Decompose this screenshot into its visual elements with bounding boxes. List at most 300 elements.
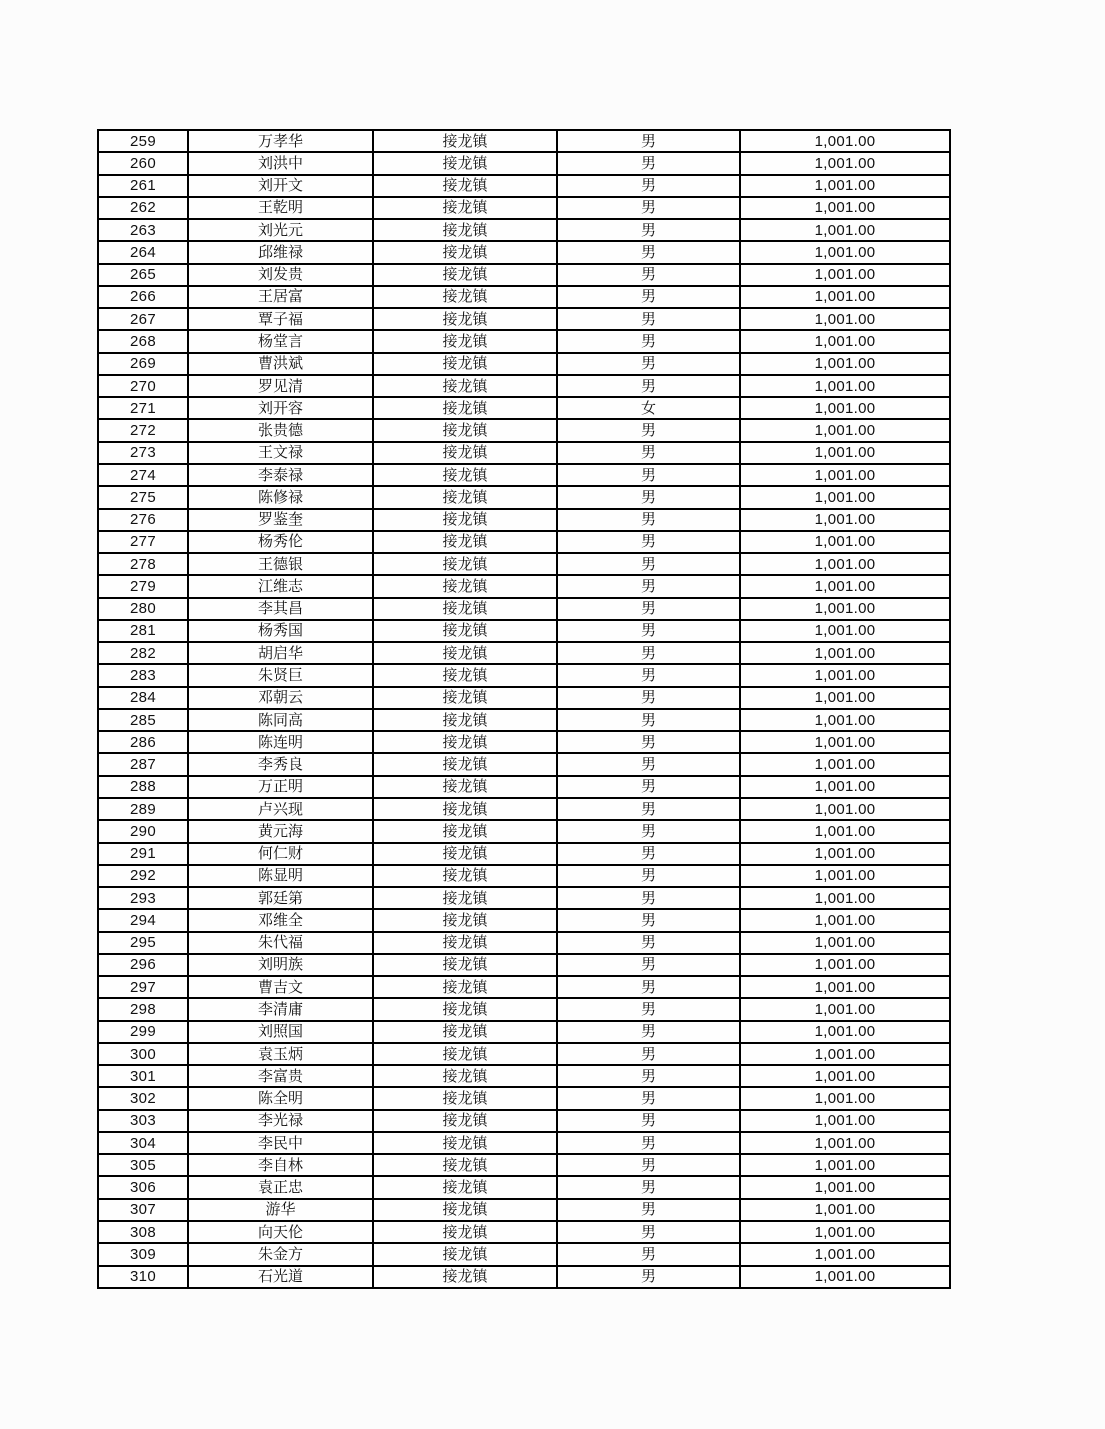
town-cell: 接龙镇 [373,798,557,820]
amount-cell: 1,001.00 [740,932,950,954]
town-cell: 接龙镇 [373,687,557,709]
name-cell: 李自林 [188,1154,373,1176]
gender-cell: 男 [557,1087,740,1109]
gender-cell: 男 [557,130,740,152]
table-row [98,1199,950,1221]
table-row [98,664,950,686]
gender-cell: 男 [557,642,740,664]
amount-cell: 1,001.00 [740,152,950,174]
town-cell: 接龙镇 [373,753,557,775]
row-number-cell: 280 [98,598,188,620]
table-row [98,264,950,286]
name-cell: 刘光元 [188,219,373,241]
town-cell: 接龙镇 [373,1043,557,1065]
town-cell: 接龙镇 [373,820,557,842]
name-cell: 万孝华 [188,130,373,152]
amount-cell: 1,001.00 [740,553,950,575]
row-number-cell: 298 [98,998,188,1020]
amount-cell: 1,001.00 [740,598,950,620]
amount-cell: 1,001.00 [740,709,950,731]
name-cell: 黄元海 [188,820,373,842]
name-cell: 何仁财 [188,843,373,865]
name-cell: 李民中 [188,1132,373,1154]
gender-cell: 男 [557,152,740,174]
name-cell: 刘发贵 [188,264,373,286]
table-row [98,1065,950,1087]
row-number-cell: 299 [98,1021,188,1043]
town-cell: 接龙镇 [373,998,557,1020]
table-row [98,1021,950,1043]
row-number-cell: 261 [98,175,188,197]
row-number-cell: 278 [98,553,188,575]
table-row [98,175,950,197]
amount-cell: 1,001.00 [740,909,950,931]
name-cell: 杨堂言 [188,330,373,352]
row-number-cell: 290 [98,820,188,842]
table-row [98,531,950,553]
name-cell: 罗鉴奎 [188,509,373,531]
town-cell: 接龙镇 [373,1065,557,1087]
table-row [98,1154,950,1176]
amount-cell: 1,001.00 [740,1132,950,1154]
name-cell: 杨秀国 [188,620,373,642]
table-row [98,909,950,931]
name-cell: 向天伦 [188,1221,373,1243]
amount-cell: 1,001.00 [740,419,950,441]
row-number-cell: 295 [98,932,188,954]
gender-cell: 男 [557,843,740,865]
name-cell: 陈修禄 [188,486,373,508]
town-cell: 接龙镇 [373,709,557,731]
amount-cell: 1,001.00 [740,486,950,508]
gender-cell: 男 [557,1221,740,1243]
table-row [98,375,950,397]
row-number-cell: 271 [98,397,188,419]
gender-cell: 男 [557,531,740,553]
table-row [98,776,950,798]
town-cell: 接龙镇 [373,865,557,887]
town-cell: 接龙镇 [373,1199,557,1221]
gender-cell: 男 [557,219,740,241]
gender-cell: 男 [557,598,740,620]
gender-cell: 男 [557,1199,740,1221]
town-cell: 接龙镇 [373,976,557,998]
gender-cell: 男 [557,1243,740,1265]
amount-cell: 1,001.00 [740,687,950,709]
row-number-cell: 283 [98,664,188,686]
row-number-cell: 268 [98,330,188,352]
table-row [98,709,950,731]
town-cell: 接龙镇 [373,887,557,909]
gender-cell: 男 [557,820,740,842]
gender-cell: 男 [557,664,740,686]
town-cell: 接龙镇 [373,152,557,174]
town-cell: 接龙镇 [373,1221,557,1243]
table-row [98,442,950,464]
table-row [98,197,950,219]
table-row [98,219,950,241]
row-number-cell: 286 [98,731,188,753]
gender-cell: 男 [557,620,740,642]
amount-cell: 1,001.00 [740,330,950,352]
row-number-cell: 301 [98,1065,188,1087]
table-row [98,820,950,842]
town-cell: 接龙镇 [373,731,557,753]
row-number-cell: 269 [98,353,188,375]
name-cell: 曹洪斌 [188,353,373,375]
town-cell: 接龙镇 [373,954,557,976]
town-cell: 接龙镇 [373,932,557,954]
town-cell: 接龙镇 [373,509,557,531]
table-row [98,397,950,419]
name-cell: 邓维全 [188,909,373,931]
table-row [98,509,950,531]
amount-cell: 1,001.00 [740,1043,950,1065]
row-number-cell: 309 [98,1243,188,1265]
row-number-cell: 306 [98,1176,188,1198]
town-cell: 接龙镇 [373,1110,557,1132]
town-cell: 接龙镇 [373,219,557,241]
amount-cell: 1,001.00 [740,887,950,909]
table-row [98,353,950,375]
amount-cell: 1,001.00 [740,264,950,286]
gender-cell: 男 [557,509,740,531]
name-cell: 卢兴现 [188,798,373,820]
name-cell: 王居富 [188,286,373,308]
table-row [98,286,950,308]
town-cell: 接龙镇 [373,620,557,642]
name-cell: 陈显明 [188,865,373,887]
table-row [98,1221,950,1243]
table-row [98,1266,950,1288]
table-row [98,642,950,664]
gender-cell: 男 [557,1176,740,1198]
gender-cell: 男 [557,264,740,286]
town-cell: 接龙镇 [373,1132,557,1154]
table-row [98,130,950,152]
table-row [98,419,950,441]
gender-cell: 男 [557,753,740,775]
town-cell: 接龙镇 [373,353,557,375]
name-cell: 王乾明 [188,197,373,219]
gender-cell: 男 [557,865,740,887]
table-row [98,308,950,330]
town-cell: 接龙镇 [373,843,557,865]
amount-cell: 1,001.00 [740,954,950,976]
amount-cell: 1,001.00 [740,353,950,375]
amount-cell: 1,001.00 [740,798,950,820]
table-row [98,152,950,174]
amount-cell: 1,001.00 [740,1243,950,1265]
amount-cell: 1,001.00 [740,976,950,998]
amount-cell: 1,001.00 [740,1176,950,1198]
name-cell: 陈连明 [188,731,373,753]
amount-cell: 1,001.00 [740,219,950,241]
town-cell: 接龙镇 [373,1266,557,1288]
gender-cell: 男 [557,419,740,441]
row-number-cell: 291 [98,843,188,865]
amount-cell: 1,001.00 [740,1110,950,1132]
gender-cell: 男 [557,575,740,597]
row-number-cell: 262 [98,197,188,219]
name-cell: 杨秀伦 [188,531,373,553]
row-number-cell: 308 [98,1221,188,1243]
town-cell: 接龙镇 [373,241,557,263]
table-row [98,1087,950,1109]
table-row [98,330,950,352]
row-number-cell: 287 [98,753,188,775]
name-cell: 袁玉炳 [188,1043,373,1065]
amount-cell: 1,001.00 [740,286,950,308]
row-number-cell: 297 [98,976,188,998]
name-cell: 江维志 [188,575,373,597]
gender-cell: 男 [557,175,740,197]
row-number-cell: 277 [98,531,188,553]
table-row [98,620,950,642]
gender-cell: 男 [557,553,740,575]
gender-cell: 男 [557,442,740,464]
row-number-cell: 288 [98,776,188,798]
row-number-cell: 259 [98,130,188,152]
name-cell: 覃子福 [188,308,373,330]
amount-cell: 1,001.00 [740,175,950,197]
town-cell: 接龙镇 [373,442,557,464]
amount-cell: 1,001.00 [740,375,950,397]
row-number-cell: 266 [98,286,188,308]
row-number-cell: 263 [98,219,188,241]
town-cell: 接龙镇 [373,642,557,664]
gender-cell: 男 [557,1154,740,1176]
amount-cell: 1,001.00 [740,1021,950,1043]
table-row [98,887,950,909]
row-number-cell: 267 [98,308,188,330]
table-row [98,687,950,709]
town-cell: 接龙镇 [373,1154,557,1176]
amount-cell: 1,001.00 [740,241,950,263]
table-row [98,1243,950,1265]
gender-cell: 男 [557,486,740,508]
name-cell: 刘明族 [188,954,373,976]
row-number-cell: 310 [98,1266,188,1288]
name-cell: 李秀良 [188,753,373,775]
amount-cell: 1,001.00 [740,843,950,865]
town-cell: 接龙镇 [373,1243,557,1265]
table-row [98,241,950,263]
name-cell: 刘洪中 [188,152,373,174]
amount-cell: 1,001.00 [740,620,950,642]
gender-cell: 男 [557,464,740,486]
row-number-cell: 293 [98,887,188,909]
row-number-cell: 281 [98,620,188,642]
amount-cell: 1,001.00 [740,531,950,553]
table-row [98,1176,950,1198]
row-number-cell: 284 [98,687,188,709]
town-cell: 接龙镇 [373,464,557,486]
town-cell: 接龙镇 [373,130,557,152]
town-cell: 接龙镇 [373,598,557,620]
town-cell: 接龙镇 [373,486,557,508]
gender-cell: 男 [557,375,740,397]
gender-cell: 男 [557,932,740,954]
gender-cell: 男 [557,909,740,931]
town-cell: 接龙镇 [373,1021,557,1043]
town-cell: 接龙镇 [373,175,557,197]
amount-cell: 1,001.00 [740,664,950,686]
row-number-cell: 307 [98,1199,188,1221]
town-cell: 接龙镇 [373,286,557,308]
amount-cell: 1,001.00 [740,1199,950,1221]
gender-cell: 男 [557,308,740,330]
name-cell: 陈全明 [188,1087,373,1109]
row-number-cell: 296 [98,954,188,976]
gender-cell: 男 [557,709,740,731]
row-number-cell: 279 [98,575,188,597]
roster-table-body [98,130,950,1288]
table-row [98,798,950,820]
name-cell: 李富贵 [188,1065,373,1087]
name-cell: 刘开容 [188,397,373,419]
table-row [98,553,950,575]
amount-cell: 1,001.00 [740,776,950,798]
row-number-cell: 272 [98,419,188,441]
name-cell: 李光禄 [188,1110,373,1132]
name-cell: 陈同高 [188,709,373,731]
name-cell: 王德银 [188,553,373,575]
gender-cell: 男 [557,1132,740,1154]
name-cell: 邱维禄 [188,241,373,263]
amount-cell: 1,001.00 [740,575,950,597]
amount-cell: 1,001.00 [740,1087,950,1109]
town-cell: 接龙镇 [373,330,557,352]
amount-cell: 1,001.00 [740,731,950,753]
name-cell: 游华 [188,1199,373,1221]
gender-cell: 男 [557,286,740,308]
row-number-cell: 274 [98,464,188,486]
gender-cell: 男 [557,330,740,352]
row-number-cell: 275 [98,486,188,508]
name-cell: 李清庸 [188,998,373,1020]
amount-cell: 1,001.00 [740,998,950,1020]
town-cell: 接龙镇 [373,375,557,397]
name-cell: 万正明 [188,776,373,798]
table-row [98,486,950,508]
row-number-cell: 285 [98,709,188,731]
row-number-cell: 303 [98,1110,188,1132]
name-cell: 李其昌 [188,598,373,620]
name-cell: 朱金方 [188,1243,373,1265]
gender-cell: 男 [557,1021,740,1043]
town-cell: 接龙镇 [373,419,557,441]
gender-cell: 男 [557,1043,740,1065]
town-cell: 接龙镇 [373,575,557,597]
town-cell: 接龙镇 [373,909,557,931]
amount-cell: 1,001.00 [740,130,950,152]
table-row [98,954,950,976]
name-cell: 曹吉文 [188,976,373,998]
gender-cell: 男 [557,1266,740,1288]
amount-cell: 1,001.00 [740,642,950,664]
gender-cell: 男 [557,353,740,375]
name-cell: 张贵德 [188,419,373,441]
row-number-cell: 265 [98,264,188,286]
gender-cell: 女 [557,397,740,419]
amount-cell: 1,001.00 [740,753,950,775]
table-row [98,731,950,753]
roster-table [97,129,951,1289]
row-number-cell: 304 [98,1132,188,1154]
row-number-cell: 264 [98,241,188,263]
table-row [98,1110,950,1132]
name-cell: 朱代福 [188,932,373,954]
table-row [98,1043,950,1065]
name-cell: 胡启华 [188,642,373,664]
table-row [98,464,950,486]
name-cell: 郭廷第 [188,887,373,909]
row-number-cell: 294 [98,909,188,931]
amount-cell: 1,001.00 [740,464,950,486]
gender-cell: 男 [557,241,740,263]
gender-cell: 男 [557,887,740,909]
name-cell: 朱贤巨 [188,664,373,686]
row-number-cell: 273 [98,442,188,464]
table-row [98,1132,950,1154]
table-row [98,598,950,620]
table-row [98,865,950,887]
name-cell: 邓朝云 [188,687,373,709]
town-cell: 接龙镇 [373,553,557,575]
amount-cell: 1,001.00 [740,865,950,887]
row-number-cell: 292 [98,865,188,887]
town-cell: 接龙镇 [373,197,557,219]
town-cell: 接龙镇 [373,1087,557,1109]
town-cell: 接龙镇 [373,1176,557,1198]
amount-cell: 1,001.00 [740,509,950,531]
amount-cell: 1,001.00 [740,442,950,464]
amount-cell: 1,001.00 [740,1065,950,1087]
row-number-cell: 302 [98,1087,188,1109]
row-number-cell: 289 [98,798,188,820]
table-row [98,843,950,865]
gender-cell: 男 [557,1110,740,1132]
gender-cell: 男 [557,731,740,753]
town-cell: 接龙镇 [373,397,557,419]
name-cell: 石光道 [188,1266,373,1288]
gender-cell: 男 [557,954,740,976]
name-cell: 王文禄 [188,442,373,464]
row-number-cell: 276 [98,509,188,531]
name-cell: 罗见清 [188,375,373,397]
table-row [98,575,950,597]
town-cell: 接龙镇 [373,531,557,553]
amount-cell: 1,001.00 [740,1266,950,1288]
gender-cell: 男 [557,197,740,219]
amount-cell: 1,001.00 [740,1221,950,1243]
gender-cell: 男 [557,776,740,798]
town-cell: 接龙镇 [373,308,557,330]
table-row [98,753,950,775]
amount-cell: 1,001.00 [740,1154,950,1176]
amount-cell: 1,001.00 [740,397,950,419]
row-number-cell: 282 [98,642,188,664]
table-row [98,932,950,954]
row-number-cell: 305 [98,1154,188,1176]
gender-cell: 男 [557,976,740,998]
town-cell: 接龙镇 [373,664,557,686]
name-cell: 袁正忠 [188,1176,373,1198]
table-row [98,998,950,1020]
name-cell: 刘开文 [188,175,373,197]
table-row [98,976,950,998]
